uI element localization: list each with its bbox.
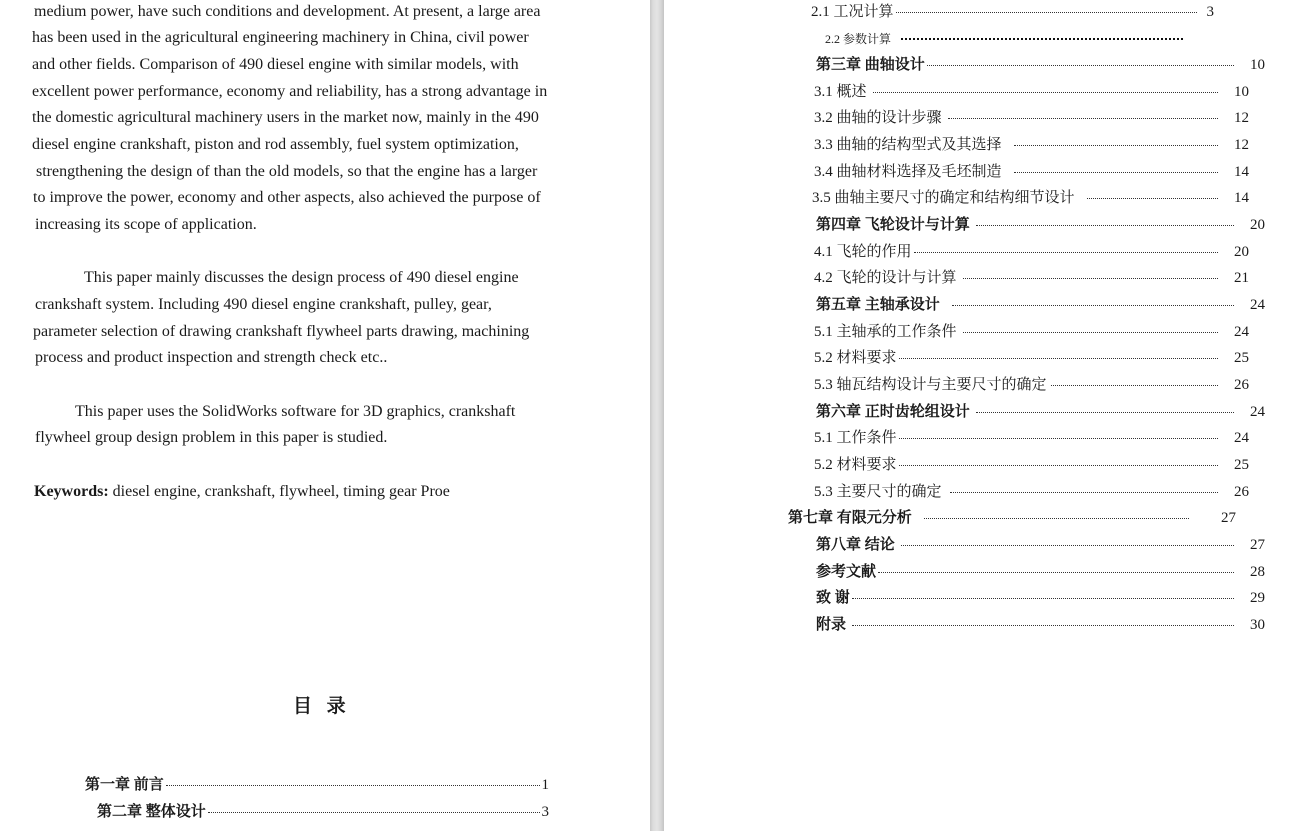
toc-entry-label: 5.1 工作条件	[814, 430, 897, 446]
toc-entry-label: 5.1 主轴承的工作条件	[814, 324, 957, 340]
toc-leader	[878, 572, 1234, 573]
toc-entry-label: 3.5 曲轴主要尺寸的确定和结构细节设计	[812, 190, 1075, 206]
toc-entry-label: 5.2 材料要求	[814, 457, 897, 473]
toc-entry[interactable]	[825, 29, 1185, 49]
abstract-line: strengthening the design of than the old models, so that the engine has a larger	[36, 163, 538, 180]
toc-entry-label: 第七章 有限元分析	[788, 510, 912, 526]
toc-entry[interactable]	[814, 348, 1249, 368]
toc-entry-label: 5.3 轴瓦结构设计与主要尺寸的确定	[814, 377, 1047, 393]
toc-leader	[963, 332, 1218, 333]
toc-entry-page: 3	[1206, 4, 1214, 20]
abstract-line: crankshaft system. Including 490 diesel engine crankshaft, pulley, gear,	[35, 296, 492, 313]
toc-leader	[1014, 145, 1218, 146]
toc-entry-page: 24	[1250, 297, 1265, 313]
toc-entry[interactable]	[814, 242, 1249, 262]
toc-entry-label: 第八章 结论	[816, 537, 895, 553]
toc-entry-page: 25	[1234, 350, 1249, 366]
toc-entry[interactable]	[85, 775, 549, 795]
toc-entry-page: 26	[1234, 377, 1249, 393]
toc-entry-page: 25	[1234, 457, 1249, 473]
toc-title: 目 录	[293, 695, 350, 717]
toc-entry-page: 20	[1250, 217, 1265, 233]
toc-leader	[1014, 172, 1218, 173]
toc-entry[interactable]	[814, 82, 1249, 102]
toc-leader	[901, 38, 1183, 40]
toc-leader	[852, 625, 1234, 626]
toc-entry-label: 第三章 曲轴设计	[816, 57, 925, 73]
abstract-line: to improve the power, economy and other aspects, also achieved the purpose of	[33, 189, 541, 206]
abstract-line: parameter selection of drawing crankshaft flywheel parts drawing, machining	[33, 323, 530, 340]
abstract-line: This paper uses the SolidWorks software for 3D graphics, crankshaft	[75, 403, 516, 420]
toc-entry-label: 2.1 工况计算	[811, 4, 894, 20]
toc-entry[interactable]	[816, 295, 1265, 315]
toc-entry-label: 参考文献	[816, 564, 877, 580]
toc-entry-label: 3.1 概述	[814, 84, 867, 100]
toc-entry-label: 3.2 曲轴的设计步骤	[814, 110, 942, 126]
toc-entry-page: 30	[1250, 617, 1265, 633]
toc-entry-page: 10	[1234, 84, 1249, 100]
toc-entry[interactable]	[816, 55, 1265, 75]
keywords-line	[34, 482, 450, 502]
toc-entry[interactable]	[812, 188, 1249, 208]
toc-entry-label: 5.3 主要尺寸的确定	[814, 484, 942, 500]
toc-entry-label: 第五章 主轴承设计	[816, 297, 940, 313]
toc-entry-label: 第六章 正时齿轮组设计	[816, 404, 970, 420]
toc-entry-page: 24	[1234, 430, 1249, 446]
toc-entry[interactable]	[814, 428, 1249, 448]
toc-entry-page: 27	[1221, 510, 1236, 526]
toc-entry-page: 12	[1234, 137, 1249, 153]
toc-entry-label: 3.3 曲轴的结构型式及其选择	[814, 137, 1002, 153]
toc-entry[interactable]	[97, 802, 549, 822]
toc-entry[interactable]	[814, 108, 1249, 128]
abstract-line: and other fields. Comparison of 490 diesel engine with similar models, with	[32, 56, 519, 73]
toc-entry[interactable]	[814, 375, 1249, 395]
toc-entry-page: 12	[1234, 110, 1249, 126]
toc-leader	[976, 225, 1234, 226]
toc-leader	[952, 305, 1234, 306]
abstract-line: the domestic agricultural machinery users in the market now, mainly in the 490	[32, 109, 539, 126]
toc-entry[interactable]	[814, 455, 1249, 475]
toc-leader	[873, 92, 1218, 93]
toc-leader	[899, 438, 1218, 439]
toc-entry-page: 14	[1234, 190, 1249, 206]
toc-leader	[208, 812, 540, 813]
toc-leader	[1051, 385, 1218, 386]
toc-entry[interactable]	[814, 162, 1249, 182]
toc-leader	[901, 545, 1234, 546]
toc-entry-label: 附录	[816, 617, 847, 633]
toc-leader	[924, 518, 1189, 519]
toc-leader	[976, 412, 1234, 413]
toc-leader	[896, 12, 1197, 13]
toc-entry[interactable]	[816, 615, 1265, 635]
toc-entry[interactable]	[816, 215, 1265, 235]
toc-entry-label: 致 谢	[816, 590, 850, 606]
toc-entry-page: 29	[1250, 590, 1265, 606]
toc-leader	[899, 358, 1218, 359]
toc-entry[interactable]	[816, 535, 1265, 555]
toc-entry-page: 10	[1250, 57, 1265, 73]
abstract-line: flywheel group design problem in this paper is studied.	[35, 429, 388, 446]
toc-entry[interactable]	[814, 482, 1249, 502]
abstract-line: excellent power performance, economy and reliability, has a strong advantage in	[32, 83, 548, 100]
toc-leader	[950, 492, 1218, 493]
toc-entry[interactable]	[811, 2, 1214, 22]
toc-entry[interactable]	[816, 588, 1265, 608]
toc-leader	[963, 278, 1218, 279]
toc-entry-page: 20	[1234, 244, 1249, 260]
toc-leader	[852, 598, 1234, 599]
toc-leader	[166, 785, 540, 786]
toc-entry[interactable]	[816, 402, 1265, 422]
abstract-line: has been used in the agricultural engineering machinery in China, civil power	[32, 29, 529, 46]
toc-entry[interactable]	[816, 562, 1265, 582]
toc-entry[interactable]	[814, 322, 1249, 342]
abstract-line: medium power, have such conditions and development. At present, a large area	[34, 3, 541, 20]
toc-leader	[1087, 198, 1218, 199]
toc-leader	[927, 65, 1234, 66]
toc-entry[interactable]	[814, 268, 1249, 288]
abstract-line: process and product inspection and strength check etc..	[35, 349, 388, 366]
toc-entry-page: 1	[541, 777, 549, 793]
toc-entry-page: 14	[1234, 164, 1249, 180]
toc-entry-label: 第四章 飞轮设计与计算	[816, 217, 970, 233]
toc-entry-page: 27	[1250, 537, 1265, 553]
toc-entry-page: 21	[1234, 270, 1249, 286]
toc-entry[interactable]	[814, 135, 1249, 155]
abstract-line: increasing its scope of application.	[35, 216, 257, 233]
toc-entry-page: 24	[1234, 324, 1249, 340]
toc-entry-label: 第二章 整体设计	[97, 804, 206, 820]
toc-entry-label: 3.4 曲轴材料选择及毛坯制造	[814, 164, 1002, 180]
toc-leader	[899, 465, 1218, 466]
toc-entry-page: 28	[1250, 564, 1265, 580]
keywords-label: Keywords:	[34, 483, 109, 500]
toc-entry-page: 24	[1250, 404, 1265, 420]
toc-entry-label: 5.2 材料要求	[814, 350, 897, 366]
toc-entry-label: 2.2 参数计算	[825, 32, 892, 46]
toc-entry[interactable]	[788, 508, 1236, 528]
toc-leader	[914, 252, 1218, 253]
toc-leader	[948, 118, 1218, 119]
abstract-line: diesel engine crankshaft, piston and rod assembly, fuel system optimization,	[32, 136, 519, 153]
toc-entry-label: 4.2 飞轮的设计与计算	[814, 270, 957, 286]
document-page-right	[664, 0, 1289, 831]
toc-entry-page: 26	[1234, 484, 1249, 500]
page-gutter	[650, 0, 664, 831]
toc-entry-label: 4.1 飞轮的作用	[814, 244, 912, 260]
toc-entry-page: 3	[541, 804, 549, 820]
abstract-line: This paper mainly discusses the design process of 490 diesel engine	[84, 269, 519, 286]
keywords-value: diesel engine, crankshaft, flywheel, timing gear Proe	[108, 483, 450, 500]
toc-entry-label: 第一章 前言	[85, 777, 164, 793]
